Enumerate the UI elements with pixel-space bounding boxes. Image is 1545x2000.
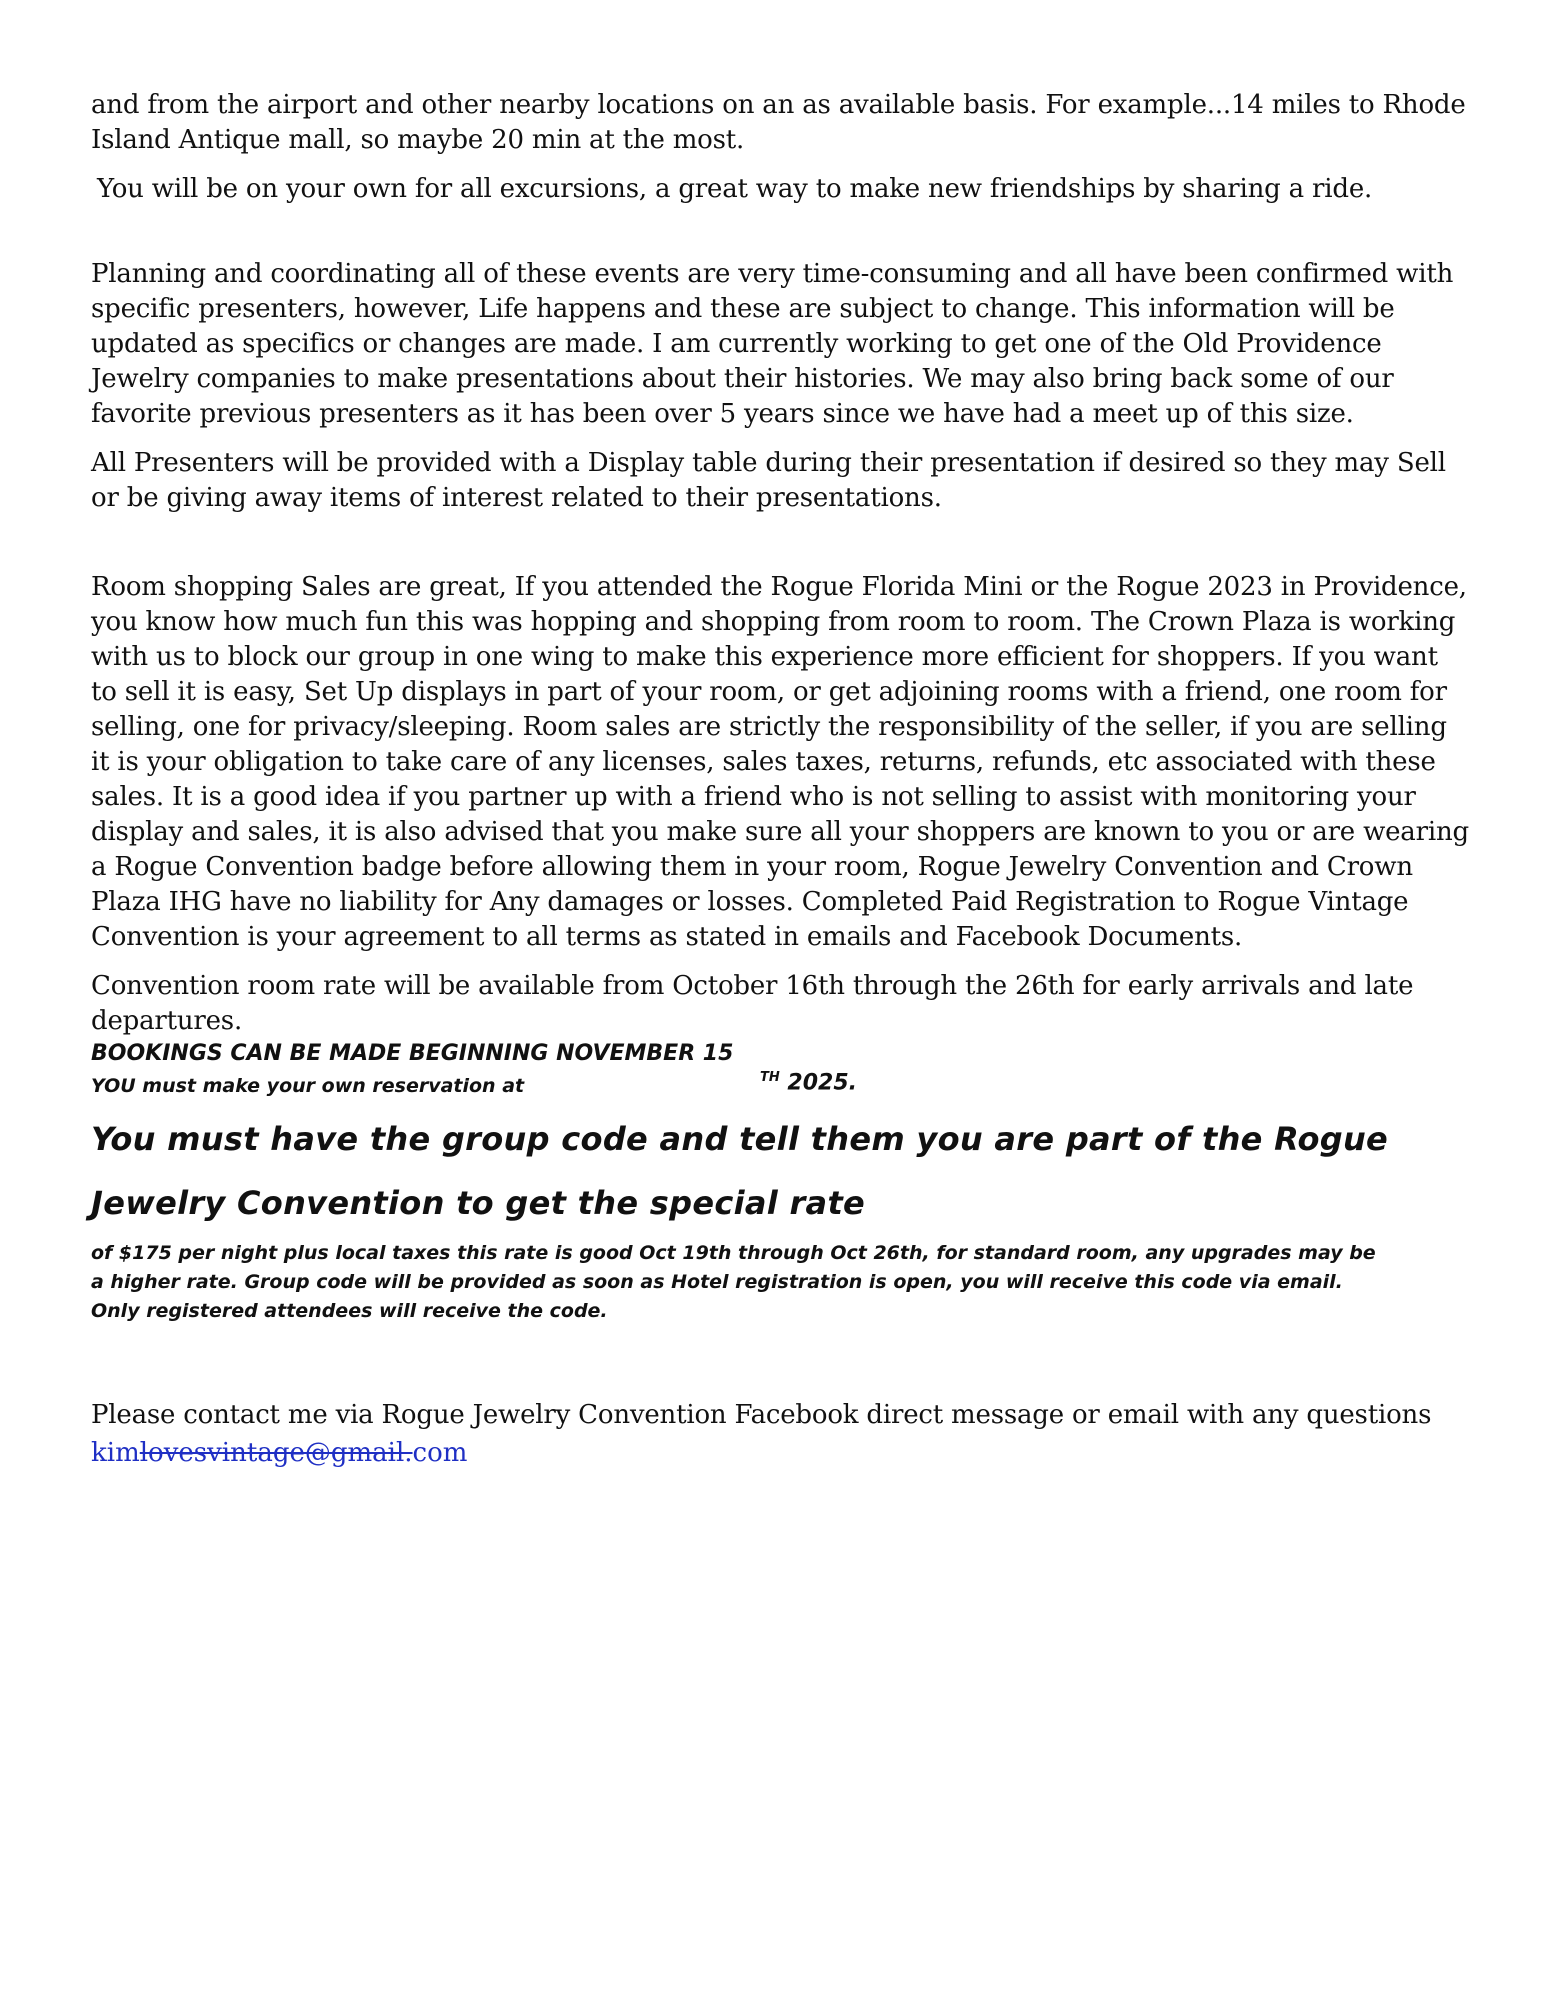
- reservation-row: [91, 1069, 1471, 1103]
- paragraph-presenters: All Presenters will be provided with a Display table during their presentation if desired so they may Sell or be giving away items of interest related to their presentations.: [91, 448, 1446, 513]
- rate-line-3: Only registered attendees will receive the code.: [91, 1300, 608, 1322]
- rate-line-1: of $175 per night plus local taxes this rate is good Oct 19th through Oct 26th, for standard room, any upgrades may be: [91, 1242, 1376, 1264]
- booking-year-text: 2025.: [779, 1070, 857, 1096]
- bookings-heading: BOOKINGS CAN BE MADE BEGINNING NOVEMBER 15: [91, 1041, 734, 1066]
- paragraph-planning: Planning and coordinating all of these events are very time-consuming and all have been confirmed with specific presenters, however, Life happens and these are subject to change. This information will be updated as specifics or changes are made. I am currently working to get one of the Old Providence Jewelry companies to make presentations about their histories. We may also bring back some of our favorite previous presenters as it has been over 5 years since we have had a meet up of this size.: [91, 259, 1454, 429]
- rate-details: [91, 1239, 1471, 1326]
- email-part-struck: lovesvintage@gmail.: [139, 1438, 413, 1468]
- paragraph-room-rate: Convention room rate will be available from October 16th through the 26th for early arrivals and late departures.: [91, 971, 1414, 1036]
- contact-line: Please contact me via Rogue Jewelry Convention Facebook direct message or email with any questions: [91, 1400, 1432, 1430]
- document-page: [91, 88, 1471, 1473]
- group-code-heading: You must have the group code and tell them you are part of the Rogue Jewelry Convention to get the special rate: [91, 1120, 1389, 1222]
- ordinal-suffix: TH: [760, 1070, 780, 1085]
- paragraph-airport: and from the airport and other nearby locations on an as available basis. For example...14 miles to Rhode Island Antique mall, so maybe 20 min at the most.: [91, 90, 1466, 155]
- paragraph-room-sales: Room shopping Sales are great, If you attended the Rogue Florida Mini or the Rogue 2023 in Providence, you know how much fun this was hopping and shopping from room to room. The Crown Plaza is working with us to block our group in one wing to make this experience more efficient for shoppers. If you want to sell it is easy, Set Up displays in part of your room, or get adjoining rooms with a friend, one room for selling, one for privacy/sleeping. Room sales are strictly the responsibility of the seller, if you are selling it is your obligation to take care of any licenses, sales taxes, returns, refunds, etc associated with these sales. It is a good idea if you partner up with a friend who is not selling to assist with monitoring your display and sales, it is also advised that you make sure all your shoppers are known to you or are wearing a Rogue Convention badge before allowing them in your room, Rogue Jewelry Convention and Crown Plaza IHG have no liability for Any damages or losses. Completed Paid Registration to Rogue Vintage Convention is your agreement to all terms as stated in emails and Facebook Documents.: [91, 572, 1469, 952]
- rate-line-2: a higher rate. Group code will be provided as soon as Hotel registration is open, you will receive this code via email.: [91, 1271, 1343, 1293]
- email-part-start: kim: [91, 1438, 140, 1468]
- reservation-line: YOU must make your own reservation at: [91, 1075, 525, 1097]
- email-link[interactable]: [91, 1433, 467, 1473]
- email-part-end: com: [412, 1438, 468, 1468]
- booking-year: [760, 1061, 857, 1100]
- paragraph-excursions: You will be on your own for all excursions, a great way to make new friendships by sharing a ride.: [97, 174, 1373, 204]
